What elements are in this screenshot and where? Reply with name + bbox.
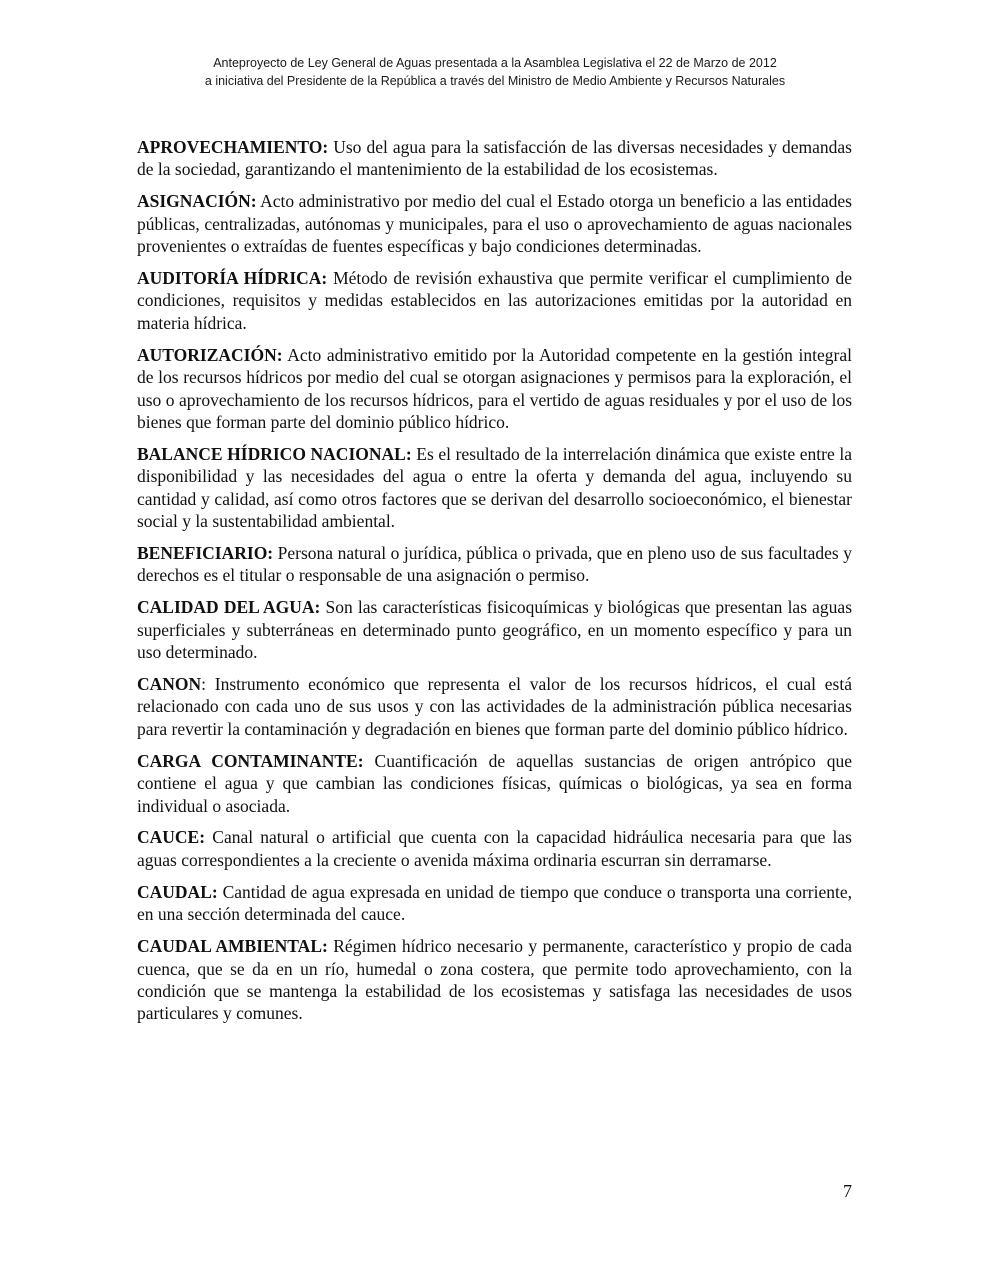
definition-calidad-del-agua	[137, 596, 852, 663]
definition-term: BENEFICIARIO:	[137, 543, 274, 563]
definition-term: CAUDAL:	[137, 881, 218, 902]
definition-canon	[137, 673, 852, 740]
definition-autorizacion	[137, 344, 852, 434]
definition-term: CAUDAL AMBIENTAL:	[137, 936, 328, 957]
definition-text: Cuantificación de aquellas sustancias de origen antrópico que contiene el agua y que cambian las condiciones físicas, químicas o biológicas, ya sea en forma individual o asociada.	[137, 750, 852, 816]
definition-term: AUTORIZACIÓN:	[137, 344, 283, 365]
page-header	[60, 54, 930, 90]
definition-text: Régimen hídrico necesario y permanente, característico y propio de cada cuenca, que se da en un río, humedal o zona costera, que permite todo aprovechamiento, con la condición que se mantenga la estabilidad de los ecosistemas y satisfaga las necesidades de usos particulares y comunes.	[137, 936, 853, 1024]
definition-term: CARGA CONTAMINANTE:	[137, 750, 364, 771]
definition-term: CANON	[137, 674, 202, 695]
definition-text: Acto administrativo emitido por la Autoridad competente en la gestión integral de los recursos hídricos por medio del cual se otorgan asignaciones y permisos para la exploración, el uso o aprovechamiento de los recursos hídricos, para el vertido de aguas residuales y por el uso de los bienes que forman parte del dominio público hídrico.	[137, 344, 852, 432]
definition-term: BALANCE HÍDRICO NACIONAL:	[137, 443, 412, 464]
definition-term: CALIDAD DEL AGUA:	[137, 597, 321, 618]
definition-term: ASIGNACIÓN:	[137, 191, 257, 212]
definition-term: AUDITORÍA HÍDRICA:	[137, 268, 328, 289]
definition-term: CAUCE:	[137, 827, 206, 848]
definition-caudal-ambiental	[137, 935, 852, 1025]
header-line-2: a iniciativa del Presidente de la República a través del Ministro de Medio Ambiente y Recursos Naturales	[204, 74, 786, 88]
definition-carga-contaminante	[137, 750, 852, 817]
definition-text: Persona natural o jurídica, pública o privada, que en pleno uso de sus facultades y derechos es el titular o responsable de una asignación o permiso.	[137, 543, 852, 586]
definition-term: APROVECHAMIENTO:	[137, 137, 329, 157]
definition-cauce	[137, 826, 852, 871]
definition-text: Canal natural o artificial que cuenta con la capacidad hidráulica necesaria para que las aguas correspondientes a la creciente o avenida máxima ordinaria escurran sin derramarse.	[137, 827, 852, 870]
definition-text: Son las características fisicoquímicas y biológicas que presentan las aguas superficiales y subterráneas en determinado punto geográfico, en un momento específico y para un uso determinado.	[137, 597, 853, 663]
definition-text: : Instrumento económico que representa el valor de los recursos hídricos, el cual está relacionado con cada uno de sus usos y con las actividades de la administración pública necesarias para revertir la contaminación y degradación en bienes que forman parte del dominio público hídrico.	[137, 674, 852, 739]
definition-text: Método de revisión exhaustiva que permite verificar el cumplimiento de condiciones, requisitos y medidas establecidos en las autorizaciones emitidas por la autoridad en materia hídrica.	[137, 268, 852, 333]
definition-text: Cantidad de agua expresada en unidad de tiempo que conduce o transporta una corriente, en una sección determinada del cauce.	[137, 881, 852, 925]
definition-caudal	[137, 881, 852, 926]
definition-auditoria-hidrica	[137, 267, 852, 334]
definition-asignacion	[137, 190, 852, 257]
header-line-1: Anteproyecto de Ley General de Aguas presentada a la Asamblea Legislativa el 22 de Marzo de 2012	[213, 56, 777, 70]
definition-beneficiario	[137, 542, 852, 587]
definition-text: Uso del agua para la satisfacción de las diversas necesidades y demandas de la sociedad, garantizando el mantenimiento de la estabilidad de los ecosistemas.	[137, 137, 852, 180]
page-number: 7	[843, 1181, 852, 1201]
definition-balance-hidrico-nacional	[137, 443, 852, 533]
definition-text: Es el resultado de la interrelación dinámica que existe entre la disponibilidad y las necesidades del agua o entre la oferta y demanda del agua, incluyendo su cantidad y calidad, así como otros factores que se derivan del desarrollo socioeconómico, el bienestar social y la sustentabilidad ambiental.	[137, 443, 852, 532]
definitions-body	[137, 136, 852, 1034]
definition-text: Acto administrativo por medio del cual el Estado otorga un beneficio a las entidades públicas, centralizadas, autónomas y municipales, para el uso o aprovechamiento de aguas nacionales provenientes o extraídas de fuentes específicas y bajo condiciones determinadas.	[137, 191, 852, 257]
definition-aprovechamiento	[137, 136, 852, 181]
